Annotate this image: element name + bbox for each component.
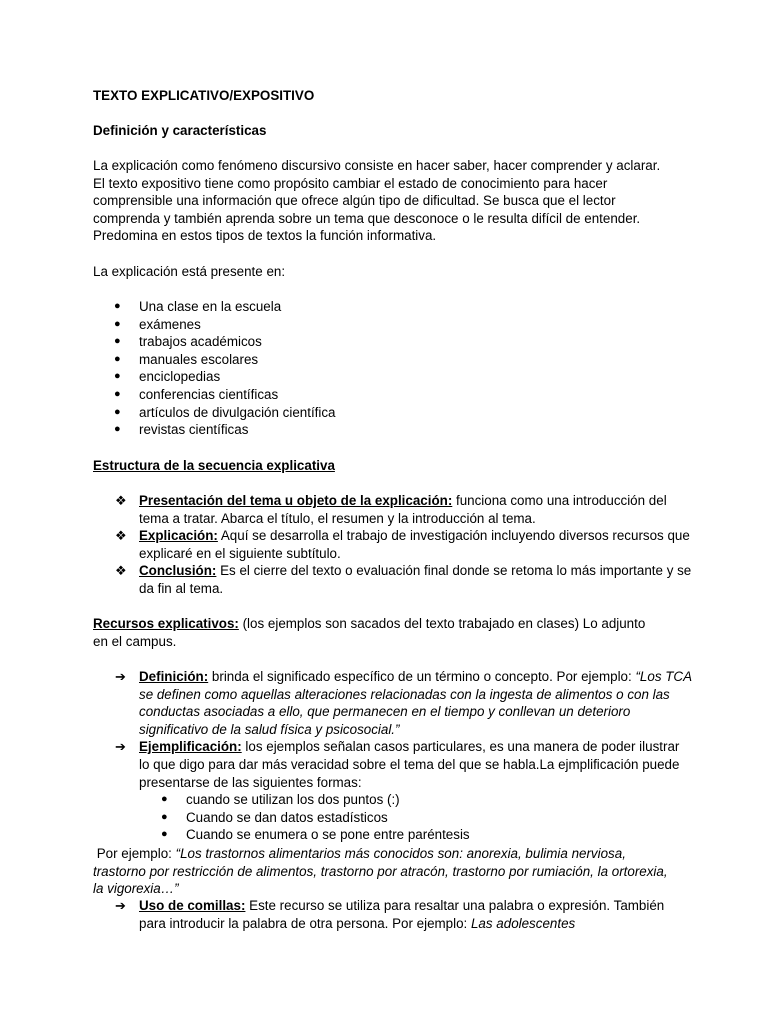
list-item: ● enciclopedias bbox=[114, 369, 221, 385]
list-item: ● Una clase en la escuela bbox=[114, 299, 282, 314]
list-item: ➔ Ejemplificación: los ejemplos señalan casos particulares, es una manera de poder ilustrar lo que digo para dar más veracidad sobre el tema del que se habla.La ejmplificación puede presentarse de las siguientes formas: bbox=[115, 739, 680, 790]
diamond-bullet-icon: ❖ bbox=[115, 493, 127, 508]
definition-heading: Definición y características bbox=[93, 123, 267, 138]
structure-list bbox=[93, 492, 693, 598]
intro-paragraph: La explicación como fenómeno discursivo consiste en hacer saber, hacer comprender y aclarar. El texto expositivo tiene como propósito cambiar el estado de conocimiento para hacer comprensible una información que ofrece algún tipo de dificultad. Se busca que el lector comprenda y también aprenda sobre un tema que desconoce o le resulta difícil de entender. Predomina en estos tipos de textos la función informativa. bbox=[93, 158, 661, 244]
arrow-bullet-icon: ➔ bbox=[115, 739, 126, 755]
presence-intro: La explicación está presente en: bbox=[93, 264, 286, 279]
bullet-icon: ● bbox=[114, 300, 121, 312]
resources-paragraph: Recursos explicativos: (los ejemplos son sacados del texto trabajado en clases) Lo adjunto en el campus. bbox=[93, 616, 646, 649]
bullet-icon: ● bbox=[114, 352, 121, 365]
arrow-bullet-icon: ➔ bbox=[115, 669, 126, 684]
list-item: ● revistas científicas bbox=[114, 422, 249, 438]
presence-list bbox=[93, 298, 683, 439]
resources-list bbox=[93, 668, 693, 791]
bullet-icon: ● bbox=[161, 810, 168, 823]
list-item: ● manuales escolares bbox=[114, 351, 259, 367]
list-item: ➔ Uso de comillas: Este recurso se utiliza para resaltar una palabra o expresión. También para introducir la palabra de otra persona. Por ejemplo: Las adolescentes bbox=[115, 898, 665, 931]
list-item: ❖ Explicación: Aquí se desarrolla el trabajo de investigación incluyendo diversos recursos que explicaré en el siguiente subtítulo. bbox=[115, 528, 690, 561]
list-item: ● cuando se utilizan los dos puntos (:) bbox=[161, 792, 400, 807]
list-item: ● Cuando se dan datos estadísticos bbox=[161, 809, 388, 825]
diamond-bullet-icon: ❖ bbox=[115, 528, 127, 544]
bullet-icon: ● bbox=[114, 405, 121, 418]
list-item: ● trabajos académicos bbox=[114, 334, 262, 350]
list-item: ➔ Definición: brinda el significado específico de un término o concepto. Por ejemplo: “Los TCA se definen como aquellas alteraciones relacionadas con la ingesta de alimentos o con las conductas asociadas a ello, que permanecen en el tiempo y conllevan un deterioro significativo de la salud física y psicosocial.” bbox=[115, 669, 692, 737]
bullet-icon: ● bbox=[114, 423, 121, 436]
bullet-icon: ● bbox=[161, 828, 168, 841]
list-item: ❖ Presentación del tema u objeto de la explicación: funciona como una introducción del tema a tratar. Abarca el título, el resumen y la introducción al tema. bbox=[115, 493, 667, 526]
list-item: ● Cuando se enumera o se pone entre paréntesis bbox=[161, 827, 470, 843]
arrow-bullet-icon: ➔ bbox=[115, 898, 126, 913]
definition-example: “Los TCA se definen como aquellas alteraciones relacionadas con la ingesta de alimentos o con las conductas asociadas a ello, que permanecen en el tiempo y conllevan un deterioro significativo de la salud física y psicosocial.” bbox=[139, 669, 692, 737]
list-item: ● conferencias científicas bbox=[114, 386, 279, 402]
list-item: ● artículos de divulgación científica bbox=[114, 404, 336, 420]
document-title: TEXTO EXPLICATIVO/EXPOSITIVO bbox=[93, 88, 315, 103]
bullet-icon: ● bbox=[114, 317, 121, 330]
bullet-icon: ● bbox=[161, 793, 168, 805]
list-item: ● exámenes bbox=[114, 316, 201, 332]
bullet-icon: ● bbox=[114, 335, 121, 348]
resources-list-continued bbox=[93, 897, 673, 932]
bullet-icon: ● bbox=[114, 387, 121, 400]
structure-heading: Estructura de la secuencia explicativa bbox=[93, 458, 335, 473]
bullet-icon: ● bbox=[114, 370, 121, 383]
resources-heading: Recursos explicativos: bbox=[93, 616, 239, 631]
diamond-bullet-icon: ❖ bbox=[115, 563, 127, 579]
list-item: ❖ Conclusión: Es el cierre del texto o evaluación final donde se retoma lo más importante y se da fin al tema. bbox=[115, 563, 692, 596]
exemplification-forms-list bbox=[93, 791, 683, 844]
example-paragraph: Por ejemplo: “Los trastornos alimentarios más conocidos son: anorexia, bulimia nerviosa, trastorno por restricción de alimentos, trastorno por atracón, trastorno por rumiación, la ortorexia, la vigorexia…” bbox=[93, 846, 668, 897]
